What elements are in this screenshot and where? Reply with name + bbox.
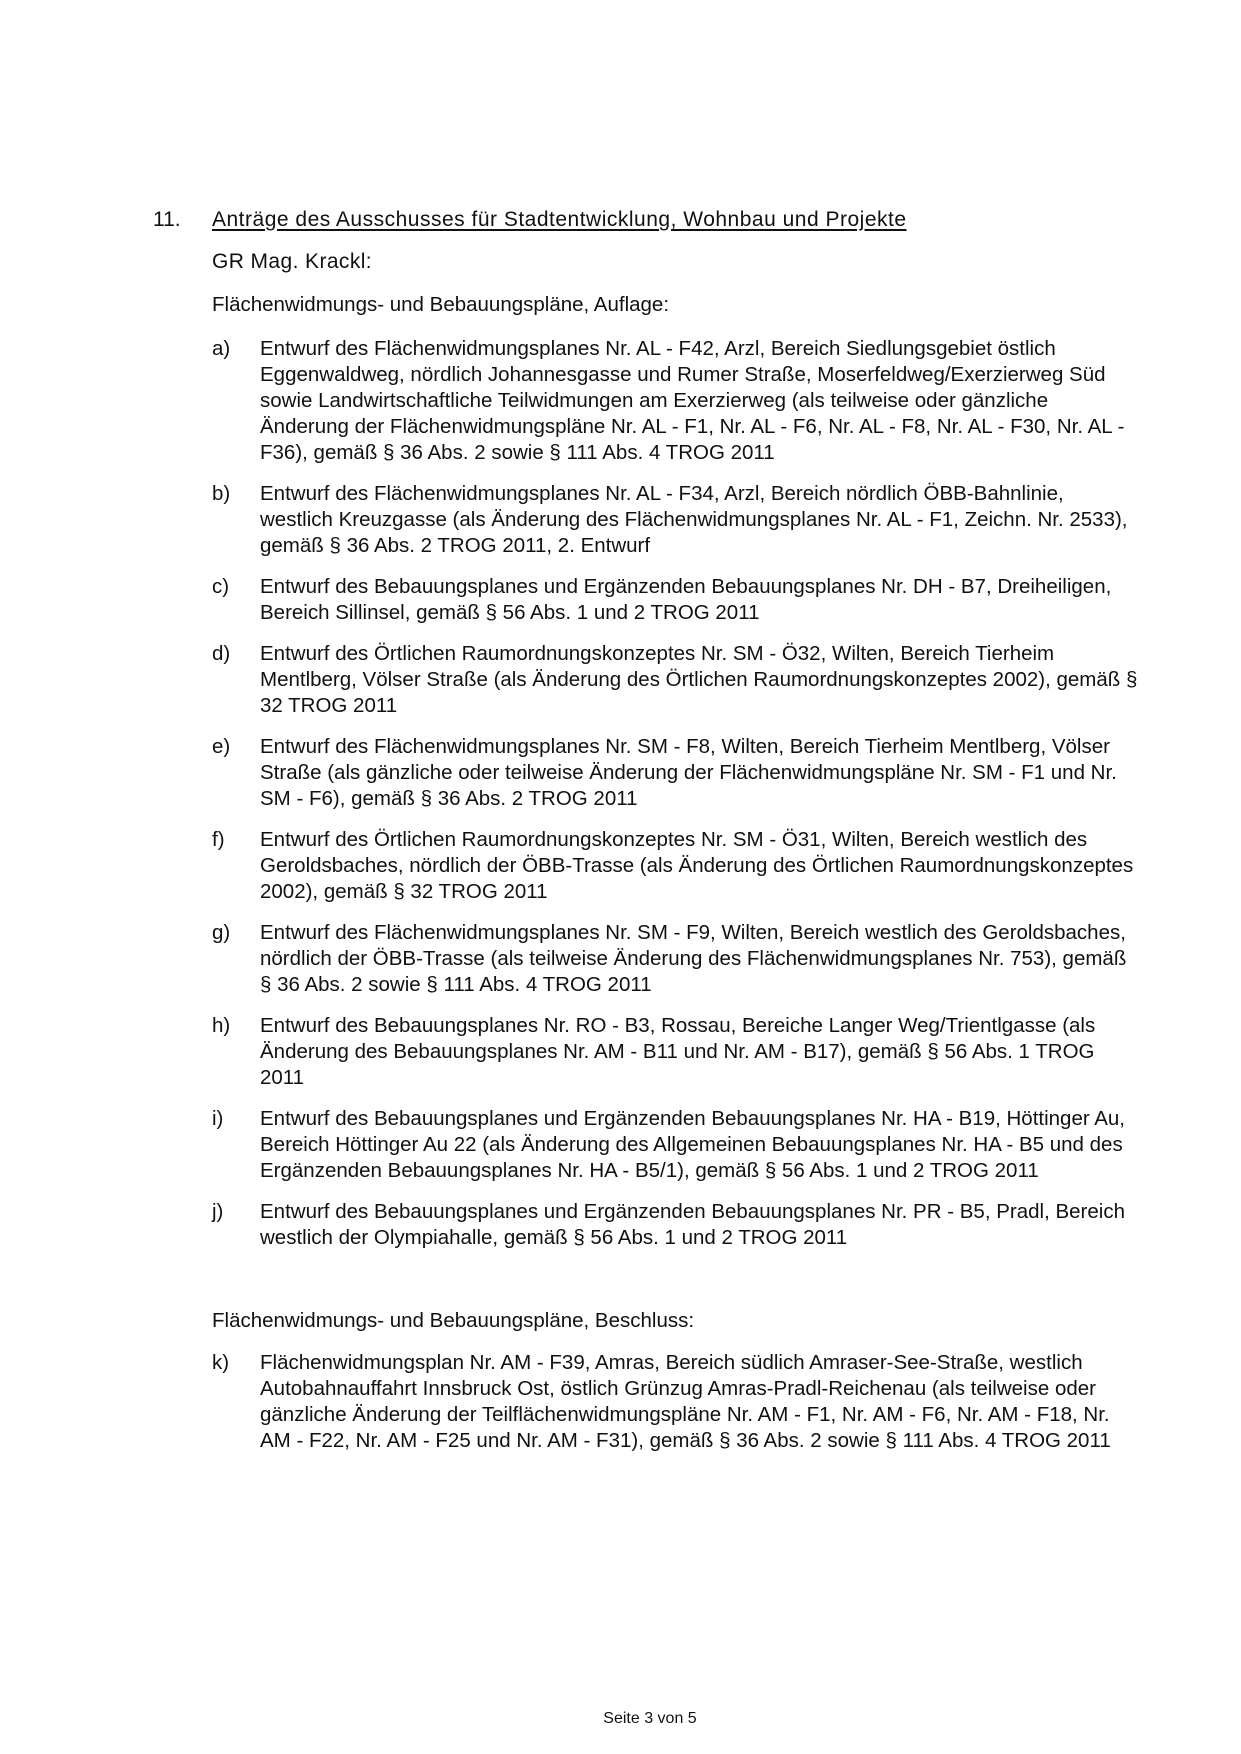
page-footer: Seite 3 von 5 [603,1710,697,1727]
list-item [212,1013,1142,1091]
item-text: Entwurf des Flächenwidmungsplanes Nr. AL - F42, Arzl, Bereich Siedlungsgebiet östlich Eggenwaldweg, nördlich Johannesgasse und Rumer Straße, Moserfeldweg/Exerzierweg Süd sowie Landwirtschaftliche Teilwidmungen am Exerzierweg (als teilweise oder gänzliche Änderung der Flächenwidmungspläne Nr. AL - F1, Nr. AL - F6, Nr. AL - F8, Nr. AL - F30, Nr. AL - F36), gemäß § 36 Abs. 2 sowie § 111 Abs. 4 TROG 2011 [260,337,1125,464]
item-letter: c) [212,575,230,598]
list-item [212,827,1142,905]
item-letter: b) [212,482,231,505]
section-title: Anträge des Ausschusses für Stadtentwicklung, Wohnbau und Projekte [212,208,907,231]
item-text: Entwurf des Bebauungsplanes Nr. RO - B3, Rossau, Bereiche Langer Weg/Trientlgasse (als Änderung des Bebauungsplanes Nr. AM - B11 und Nr. AM - B17), gemäß § 56 Abs. 1 TROG 2011 [260,1014,1096,1089]
item-text: Entwurf des Bebauungsplanes und Ergänzenden Bebauungsplanes Nr. HA - B19, Höttinger Au, Bereich Höttinger Au 22 (als Änderung des Allgemeinen Bebauungsplanes Nr. HA - B5 und des Ergänzenden Bebauungsplanes Nr. HA - B5/1), gemäß § 56 Abs. 1 und 2 TROG 2011 [260,1107,1126,1182]
speaker-name: GR Mag. Krackl: [212,250,373,273]
list-item [212,734,1142,812]
group-heading-auflage: Flächenwidmungs- und Bebauungspläne, Auflage: [212,293,670,316]
list-item [212,336,1142,466]
auflage-list [212,336,1142,1266]
list-item [212,1350,1142,1454]
item-letter: i) [212,1107,224,1130]
item-letter: k) [212,1351,230,1374]
item-text: Entwurf des Örtlichen Raumordnungskonzeptes Nr. SM - Ö31, Wilten, Bereich westlich des Geroldsbaches, nördlich der ÖBB-Trasse (als Änderung des Örtlichen Raumordnungskonzeptes 2002), gemäß § 32 TROG 2011 [260,828,1134,903]
item-letter: f) [212,828,225,851]
item-text: Flächenwidmungsplan Nr. AM - F39, Amras, Bereich südlich Amraser-See-Straße, westlich Autobahnauffahrt Innsbruck Ost, östlich Grünzug Amras-Pradl-Reichenau (als teilweise oder gänzliche Änderung der Teilflächenwidmungspläne Nr. AM - F1, Nr. AM - F6, Nr. AM - F18, Nr. AM - F22, Nr. AM - F25 und Nr. AM - F31), gemäß § 36 Abs. 2 sowie § 111 Abs. 4 TROG 2011 [260,1351,1111,1452]
group-heading-beschluss: Flächenwidmungs- und Bebauungspläne, Beschluss: [212,1309,695,1332]
item-text: Entwurf des Bebauungsplanes und Ergänzenden Bebauungsplanes Nr. DH - B7, Dreiheiligen, Bereich Sillinsel, gemäß § 56 Abs. 1 und 2 TROG 2011 [260,575,1112,624]
item-letter: h) [212,1014,231,1037]
item-letter: e) [212,735,231,758]
item-text: Entwurf des Flächenwidmungsplanes Nr. SM - F9, Wilten, Bereich westlich des Geroldsbaches, nördlich der ÖBB-Trasse (als teilweise Änderung des Flächenwidmungsplanes Nr. 753), gemäß § 36 Abs. 2 sowie § 111 Abs. 4 TROG 2011 [260,921,1127,996]
item-letter: g) [212,921,231,944]
item-text: Entwurf des Örtlichen Raumordnungskonzeptes Nr. SM - Ö32, Wilten, Bereich Tierheim Mentlberg, Völser Straße (als Änderung des Örtlichen Raumordnungskonzeptes 2002), gemäß § 32 TROG 2011 [260,642,1138,717]
list-item [212,574,1142,626]
item-letter: a) [212,337,231,360]
list-item [212,641,1142,719]
list-item [212,920,1142,998]
item-text: Entwurf des Flächenwidmungsplanes Nr. AL - F34, Arzl, Bereich nördlich ÖBB-Bahnlinie, westlich Kreuzgasse (als Änderung des Flächenwidmungsplanes Nr. AL - F1, Zeichn. Nr. 2533), gemäß § 36 Abs. 2 TROG 2011, 2. Entwurf [260,482,1128,557]
item-letter: j) [212,1200,224,1223]
item-letter: d) [212,642,231,665]
item-text: Entwurf des Flächenwidmungsplanes Nr. SM - F8, Wilten, Bereich Tierheim Mentlberg, Völser Straße (als gänzliche oder teilweise Änderung der Flächenwidmungspläne Nr. SM - F1 und Nr. SM - F6), gemäß § 36 Abs. 2 TROG 2011 [260,735,1117,810]
section-number: 11. [153,208,181,231]
list-item [212,1106,1142,1184]
item-text: Entwurf des Bebauungsplanes und Ergänzenden Bebauungsplanes Nr. PR - B5, Pradl, Bereich westlich der Olympiahalle, gemäß § 56 Abs. 1 und 2 TROG 2011 [260,1200,1125,1249]
list-item [212,1199,1142,1251]
list-item [212,481,1142,559]
beschluss-list [212,1350,1142,1469]
